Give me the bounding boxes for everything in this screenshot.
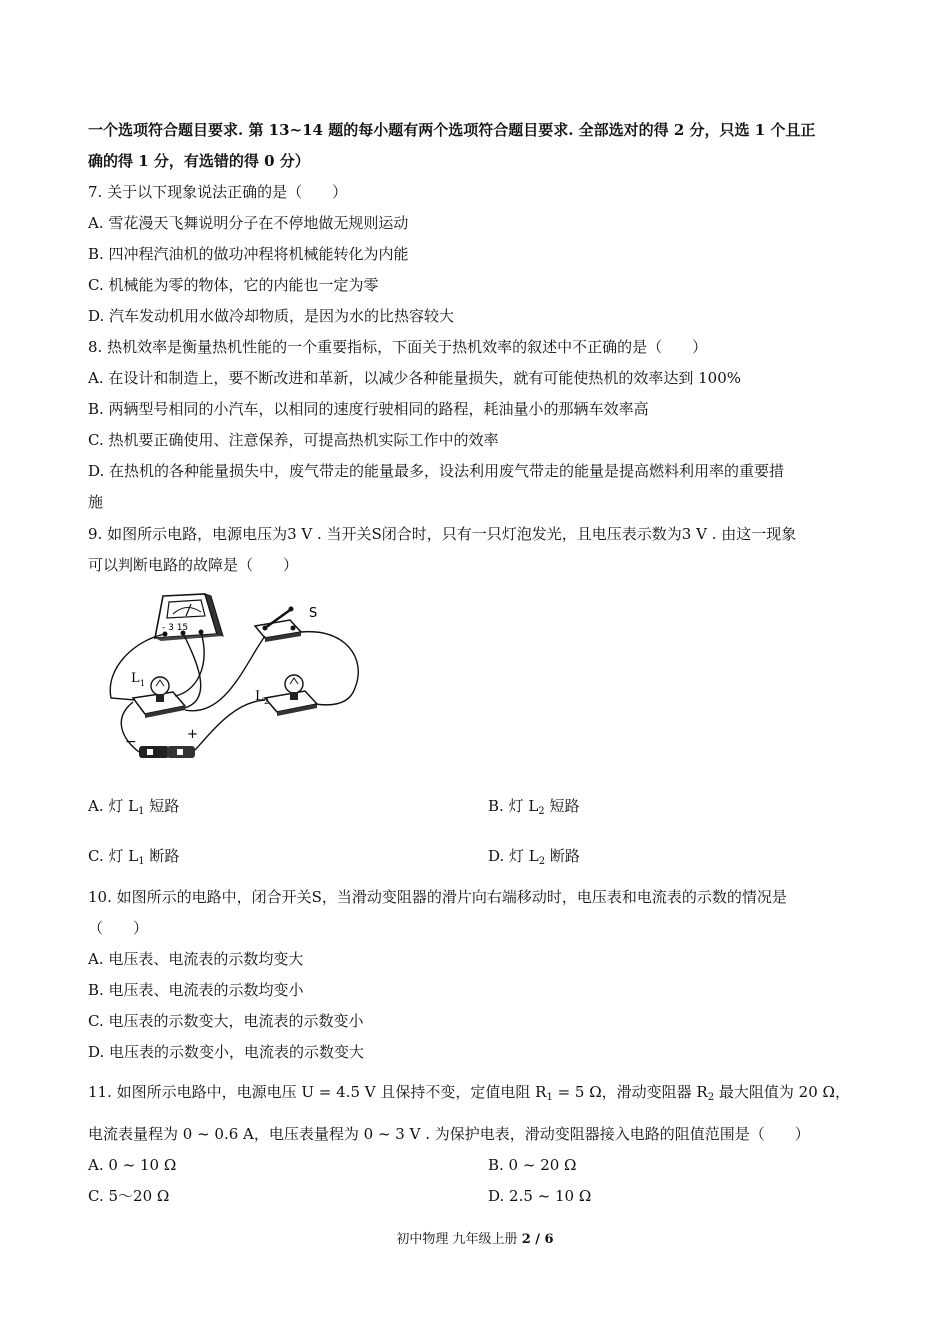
- q11-option-c: C. 5～20 Ω: [88, 1187, 170, 1205]
- voltmeter-scale-label: - 3 15: [162, 623, 189, 633]
- q8-option-a: A. 在设计和制造上，要不断改进和革新，以减少各种能量损失，就有可能使热机的效率达到 100%: [88, 369, 742, 387]
- battery-plus-label: +: [187, 727, 198, 742]
- q8-option-c: C. 热机要正确使用、注意保养，可提高热机实际工作中的效率: [88, 431, 499, 449]
- section-intro-line-2: 确的得 1 分，有选错的得 0 分）: [88, 152, 310, 170]
- q8-option-d-line-2: 施: [88, 493, 104, 511]
- circuit-wires: [110, 632, 358, 752]
- q11-stem-line-1: 11. 如图所示电路中，电源电压 U = 4.5 V 且保持不变，定值电阻 $R_1 = 5$ Ω，滑动变阻器 $R_2$ 最大阻值为 20 Ω，: [88, 1083, 850, 1103]
- q10-option-b: B. 电压表、电流表的示数均变小: [88, 981, 304, 999]
- q7-option-b: B. 四冲程汽油机的做功冲程将机械能转化为内能: [88, 245, 409, 263]
- q11-option-b: B. 0 ~ 20 Ω: [488, 1156, 577, 1174]
- lamp-l1-subscript: 1: [140, 679, 146, 688]
- q7-option-d: D. 汽车发动机用水做冷却物质，是因为水的比热容较大: [88, 307, 455, 325]
- q9-option-b: B. 灯 $L_2$ 短路: [488, 797, 580, 817]
- page-footer: [0, 1228, 950, 1247]
- q10-option-a: A. 电压表、电流表的示数均变大: [88, 950, 304, 968]
- footer-page-number: 2 / 6: [521, 1232, 554, 1247]
- q9-stem-line-2: 可以判断电路的故障是（ ）: [88, 556, 299, 574]
- q7-option-c: C. 机械能为零的物体，它的内能也一定为零: [88, 276, 379, 294]
- q9-stem-line-1: 9. 如图所示电路，电源电压为3 V . 当开关S闭合时，只有一只灯泡发光，且电压表示数为3 V . 由这一现象: [88, 525, 797, 543]
- footer-subject: 初中物理 九年级上册: [396, 1232, 522, 1247]
- q11-option-d: D. 2.5 ~ 10 Ω: [488, 1187, 592, 1205]
- section-intro-line-1: 一个选项符合题目要求. 第 13~14 题的每小题有两个选项符合题目要求. 全部选对的得 2 分，只选 1 个且正: [88, 121, 816, 139]
- battery-minus-label: −: [125, 734, 137, 750]
- q10-stem-line-1: 10. 如图所示的电路中，闭合开关S，当滑动变阻器的滑片向右端移动时，电压表和电流表的示数的情况是: [88, 888, 787, 906]
- lamp-l2-label: L: [255, 689, 264, 704]
- lamp-l1-label: L: [131, 671, 140, 686]
- lamp-l2-subscript: 2: [264, 697, 270, 706]
- q10-option-d: D. 电压表的示数变小，电流表的示数变大: [88, 1043, 365, 1061]
- q8-option-d-line-1: D. 在热机的各种能量损失中，废气带走的能量最多，设法利用废气带走的能量是提高燃料利用率的重要措: [88, 462, 785, 480]
- q11-stem-line-2: 电流表量程为 0 ~ 0.6 A，电压表量程为 0 ~ 3 V . 为保护电表，滑动变阻器接入电路的阻值范围是（ ）: [88, 1125, 810, 1143]
- q10-stem-line-2: （ ）: [88, 919, 149, 937]
- switch-label: S: [309, 606, 318, 621]
- voltmeter-icon: [155, 594, 223, 641]
- q9-option-d: D. 灯 $L_2$ 断路: [488, 847, 580, 867]
- battery-icon: [139, 746, 195, 758]
- q9-option-c: C. 灯 $L_1$ 断路: [88, 847, 180, 867]
- switch-icon: [255, 607, 301, 643]
- q8-stem: 8. 热机效率是衡量热机性能的一个重要指标，下面关于热机效率的叙述中不正确的是（ ）: [88, 338, 708, 356]
- q7-option-a: A. 雪花漫天飞舞说明分子在不停地做无规则运动: [88, 214, 409, 232]
- q9-option-a: A. 灯 $L_1$ 短路: [88, 797, 180, 817]
- q11-option-a: A. 0 ~ 10 Ω: [88, 1156, 177, 1174]
- q9-circuit-figure: [105, 588, 365, 768]
- lamp-l2-icon: [265, 675, 317, 716]
- q10-option-c: C. 电压表的示数变大，电流表的示数变小: [88, 1012, 364, 1030]
- q7-stem: 7. 关于以下现象说法正确的是（ ）: [88, 183, 348, 201]
- q8-option-b: B. 两辆型号相同的小汽车，以相同的速度行驶相同的路程，耗油量小的那辆车效率高: [88, 400, 649, 418]
